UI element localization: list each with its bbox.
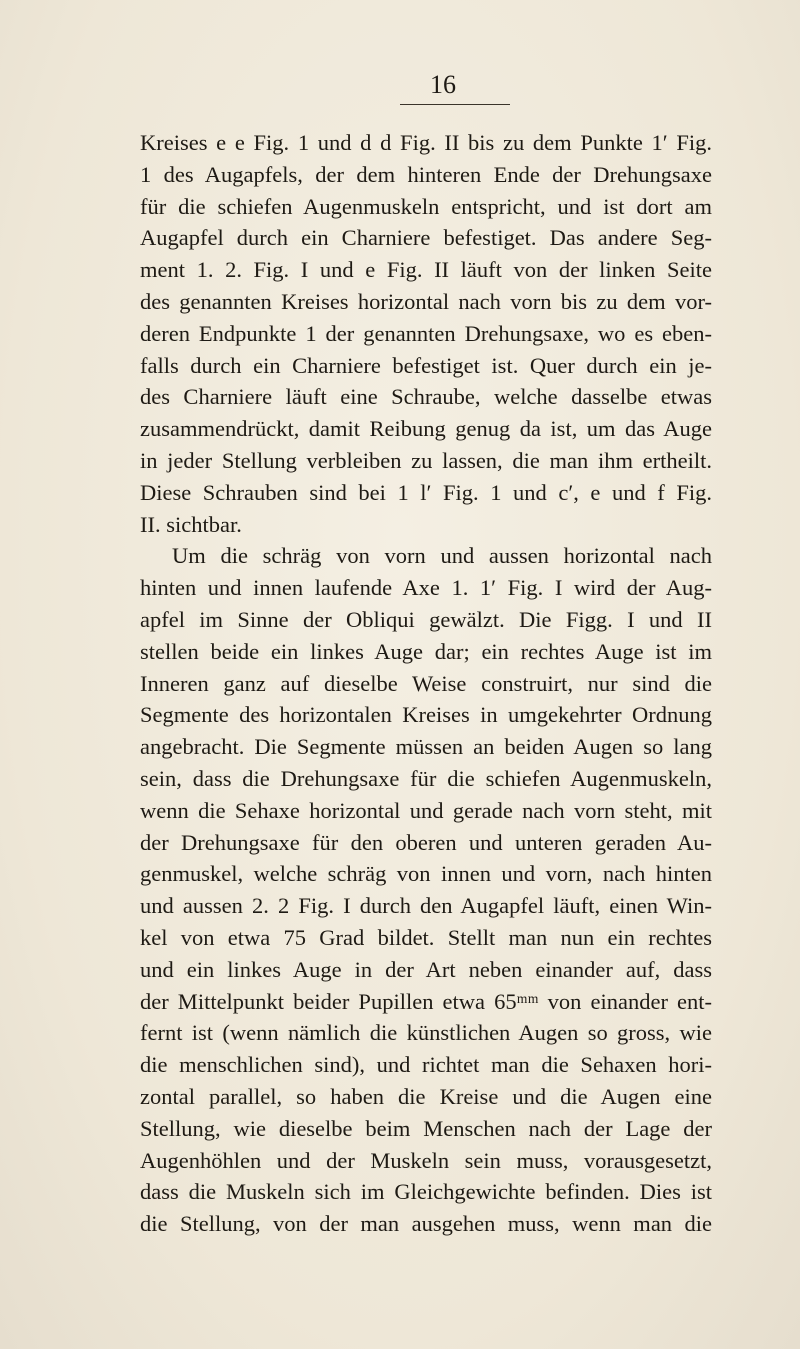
text-line: die menschlichen sind), und richtet man die Sehaxen hori- <box>140 1052 712 1078</box>
body-text <box>140 127 712 1240</box>
text-line: des genannten Kreises horizontal nach vorn bis zu dem vor- <box>140 288 712 314</box>
text-line: deren Endpunkte 1 der genannten Drehungsaxe, wo es eben- <box>140 320 712 346</box>
text-line: der Drehungsaxe für den oberen und unteren geraden Au- <box>140 829 712 855</box>
text-line: Diese Schrauben sind bei 1 l′ Fig. 1 und c′, e und f Fig. <box>140 479 712 505</box>
text-line: und ein linkes Auge in der Art neben einander auf, dass <box>140 956 712 982</box>
text-line: ment 1. 2. Fig. I und e Fig. II läuft von der linken Seite <box>140 257 712 283</box>
text-line: kel von etwa 75 Grad bildet. Stellt man nun ein rechtes <box>140 924 712 950</box>
text-line: wenn die Sehaxe horizontal und gerade nach vorn steht, mit <box>140 797 712 823</box>
text-line: für die schiefen Augenmuskeln entspricht, und ist dort am <box>140 193 712 219</box>
text-line: 1 des Augapfels, der dem hinteren Ende der Drehungsaxe <box>140 161 712 187</box>
text-line: sein, dass die Drehungsaxe für die schiefen Augenmuskeln, <box>140 765 712 791</box>
text-line: Augapfel durch ein Charniere befestiget. Das andere Seg- <box>140 225 712 251</box>
page-number: 16 <box>400 70 510 105</box>
text-line: Kreises e e Fig. 1 und d d Fig. II bis zu dem Punkte 1′ Fig. <box>140 130 712 155</box>
text-line: fernt ist (wenn nämlich die künstlichen Augen so gross, wie <box>140 1020 712 1046</box>
text-line: apfel im Sinne der Obliqui gewälzt. Die Figg. I und II <box>140 606 712 632</box>
text-line: genmuskel, welche schräg von innen und vorn, nach hinten <box>140 861 712 887</box>
text-line: Augenhöhlen und der Muskeln sein muss, vorausgesetzt, <box>140 1147 712 1173</box>
text-line: in jeder Stellung verbleiben zu lassen, die man ihm ertheilt. <box>140 447 712 473</box>
text-line: Segmente des horizontalen Kreises in umgekehrter Ordnung <box>140 702 712 728</box>
text-line: II. sichtbar. <box>140 511 242 537</box>
text-line: der Mittelpunkt beider Pupillen etwa 65ᵐᵐ von einander ent- <box>140 988 712 1014</box>
text-line: die Stellung, von der man ausgehen muss, wenn man die <box>140 1211 712 1237</box>
text-line: angebracht. Die Segmente müssen an beiden Augen so lang <box>140 734 712 760</box>
text-line: Stellung, wie dieselbe beim Menschen nach der Lage der <box>140 1115 712 1141</box>
text-line: dass die Muskeln sich im Gleichgewichte befinden. Dies ist <box>140 1179 712 1205</box>
text-line: zontal parallel, so haben die Kreise und die Augen eine <box>140 1083 712 1109</box>
text-line: zusammendrückt, damit Reibung genug da ist, um das Auge <box>140 416 712 442</box>
text-line: des Charniere läuft eine Schraube, welche dasselbe etwas <box>140 384 712 410</box>
text-line: stellen beide ein linkes Auge dar; ein rechtes Auge ist im <box>140 638 712 664</box>
text-line: Inneren ganz auf dieselbe Weise construirt, nur sind die <box>140 670 712 696</box>
text-line: falls durch ein Charniere befestiget ist. Quer durch ein je- <box>140 352 712 378</box>
text-line: Um die schräg von vorn und aussen horizontal nach <box>172 543 712 569</box>
text-line: hinten und innen laufende Axe 1. 1′ Fig. I wird der Aug- <box>140 575 712 601</box>
text-line: und aussen 2. 2 Fig. I durch den Augapfel läuft, einen Win- <box>140 893 712 919</box>
